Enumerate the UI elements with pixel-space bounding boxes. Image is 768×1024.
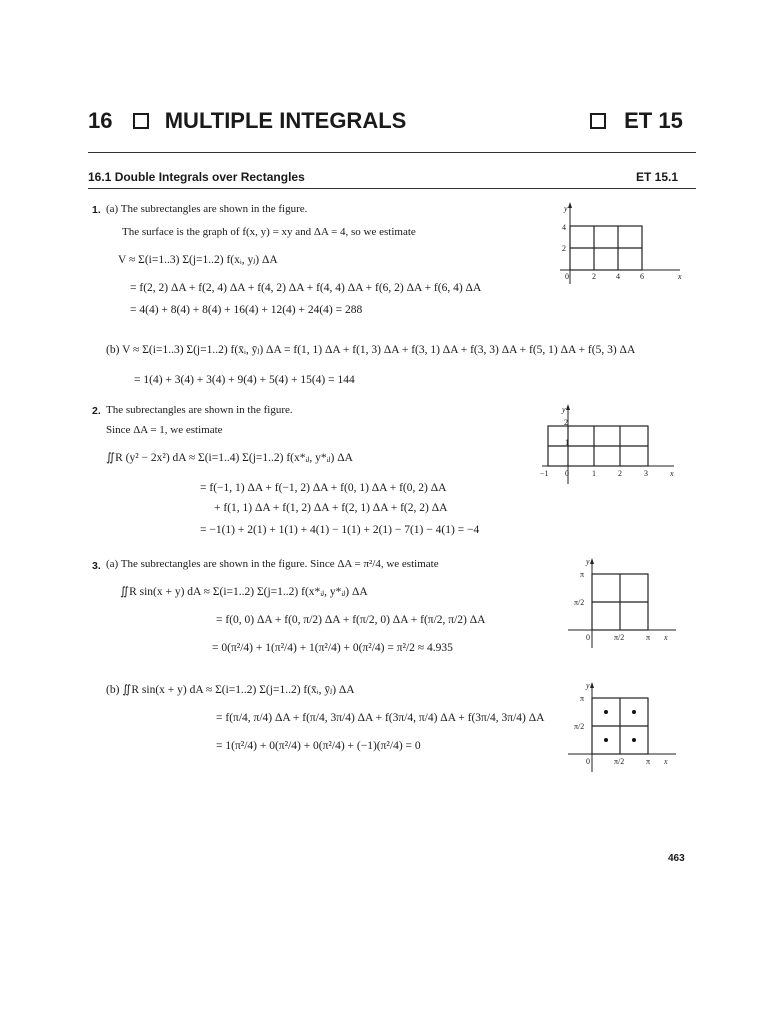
tick-label: π/2 bbox=[574, 598, 585, 607]
axis-label: x bbox=[664, 633, 668, 642]
tick-label: π/2 bbox=[614, 757, 625, 766]
page-number: 463 bbox=[668, 853, 685, 864]
equation: = f(−1, 1) ΔA + f(−1, 2) ΔA + f(0, 1) ΔA + f(0, 2) ΔA bbox=[200, 482, 447, 494]
tick-label: 0 bbox=[586, 633, 590, 642]
section-title: 16.1 Double Integrals over Rectangles bbox=[88, 170, 305, 184]
chapter-header bbox=[88, 108, 406, 134]
problem-text: (a) The subrectangles are shown in the figure. Since ΔA = π²/4, we estimate bbox=[106, 558, 439, 570]
tick-label: π bbox=[646, 633, 651, 642]
tick-label: 6 bbox=[640, 272, 644, 281]
problem-text: (a) The subrectangles are shown in the figure. bbox=[106, 203, 308, 215]
tick-label: 2 bbox=[592, 272, 596, 281]
tick-label: π bbox=[580, 694, 585, 703]
problem-number: 3. bbox=[92, 560, 101, 572]
equation: = −1(1) + 2(1) + 1(1) + 4(1) − 1(1) + 2(1) − 7(1) − 4(1) = −4 bbox=[200, 524, 480, 536]
tick-label: 2 bbox=[564, 418, 568, 427]
tick-label: 0 bbox=[586, 757, 590, 766]
figure-grid-3b bbox=[560, 680, 680, 776]
tick-label: π bbox=[646, 757, 651, 766]
et-header bbox=[590, 108, 683, 134]
axis-label: x bbox=[678, 272, 682, 281]
figure-grid-3a bbox=[560, 556, 680, 652]
equation: ∬R (y² − 2x²) dA ≈ Σ(i=1..4) Σ(j=1..2) f(x*ᵢⱼ, y*ᵢⱼ) ΔA bbox=[106, 452, 353, 464]
section-et-reference: ET 15.1 bbox=[636, 170, 679, 184]
equation: V ≈ Σ(i=1..3) Σ(j=1..2) f(xᵢ, yⱼ) ΔA bbox=[118, 254, 278, 266]
figure-grid-2 bbox=[522, 400, 682, 490]
midpoint-dot bbox=[632, 710, 636, 714]
chapter-title: MULTIPLE INTEGRALS bbox=[164, 108, 407, 133]
tick-label: π/2 bbox=[574, 722, 585, 731]
equation: (b) V ≈ Σ(i=1..3) Σ(j=1..2) f(x̄ᵢ, ȳⱼ) ΔA = f(1, 1) ΔA + f(1, 3) ΔA + f(3, 1) ΔA + f(3, 3) ΔA + f(5, 1) ΔA + f(5, 3) ΔA bbox=[106, 344, 636, 356]
section-rule bbox=[88, 188, 696, 189]
header-rule bbox=[88, 152, 696, 153]
equation: = 1(π²/4) + 0(π²/4) + 0(π²/4) + (−1)(π²/4) = 0 bbox=[216, 740, 421, 752]
tick-label: 2 bbox=[562, 244, 566, 253]
tick-label: 0 bbox=[565, 469, 569, 478]
tick-label: −1 bbox=[540, 469, 549, 478]
equation: = 4(4) + 8(4) + 8(4) + 16(4) + 12(4) + 24(4) = 288 bbox=[130, 304, 363, 316]
problem-text: The surface is the graph of f(x, y) = xy and ΔA = 4, so we estimate bbox=[122, 226, 416, 238]
equation: = 0(π²/4) + 1(π²/4) + 1(π²/4) + 0(π²/4) = π²/2 ≈ 4.935 bbox=[212, 642, 453, 654]
equation: ∬R sin(x + y) dA ≈ Σ(i=1..2) Σ(j=1..2) f(x*ᵢⱼ, y*ᵢⱼ) ΔA bbox=[120, 586, 368, 598]
square-icon bbox=[590, 113, 606, 129]
axis-label: y bbox=[562, 405, 566, 414]
tick-label: 0 bbox=[565, 272, 569, 281]
tick-label: 4 bbox=[616, 272, 620, 281]
problem-number: 2. bbox=[92, 405, 101, 417]
equation: = f(0, 0) ΔA + f(0, π/2) ΔA + f(π/2, 0) ΔA + f(π/2, π/2) ΔA bbox=[216, 614, 486, 626]
figure-grid-1 bbox=[532, 198, 688, 294]
tick-label: π/2 bbox=[614, 633, 625, 642]
tick-label: 4 bbox=[562, 223, 566, 232]
midpoint-dot bbox=[632, 738, 636, 742]
tick-label: 1 bbox=[565, 438, 569, 447]
square-icon bbox=[133, 113, 149, 129]
equation: (b) ∬R sin(x + y) dA ≈ Σ(i=1..2) Σ(j=1..2) f(x̄ᵢ, ȳⱼ) ΔA bbox=[106, 684, 355, 696]
midpoint-dot bbox=[604, 738, 608, 742]
tick-label: π bbox=[580, 570, 585, 579]
axis-label: y bbox=[564, 204, 568, 213]
axis-label: x bbox=[670, 469, 674, 478]
equation: = 1(4) + 3(4) + 3(4) + 9(4) + 5(4) + 15(4) = 144 bbox=[134, 374, 355, 386]
equation: + f(1, 1) ΔA + f(1, 2) ΔA + f(2, 1) ΔA + f(2, 2) ΔA bbox=[214, 502, 448, 514]
axis-label: x bbox=[664, 757, 668, 766]
et-reference: ET 15 bbox=[624, 108, 683, 133]
tick-label: 2 bbox=[618, 469, 622, 478]
chapter-number: 16 bbox=[88, 108, 113, 133]
axis-label: y bbox=[586, 681, 590, 690]
tick-label: 3 bbox=[644, 469, 648, 478]
equation: = f(2, 2) ΔA + f(2, 4) ΔA + f(4, 2) ΔA + f(4, 4) ΔA + f(6, 2) ΔA + f(6, 4) ΔA bbox=[130, 282, 482, 294]
tick-label: 1 bbox=[592, 469, 596, 478]
problem-text: The subrectangles are shown in the figure. bbox=[106, 404, 293, 416]
midpoint-dot bbox=[604, 710, 608, 714]
axis-label: y bbox=[586, 557, 590, 566]
problem-number: 1. bbox=[92, 204, 101, 216]
problem-text: Since ΔA = 1, we estimate bbox=[106, 424, 223, 436]
equation: = f(π/4, π/4) ΔA + f(π/4, 3π/4) ΔA + f(3π/4, π/4) ΔA + f(3π/4, 3π/4) ΔA bbox=[216, 712, 545, 724]
